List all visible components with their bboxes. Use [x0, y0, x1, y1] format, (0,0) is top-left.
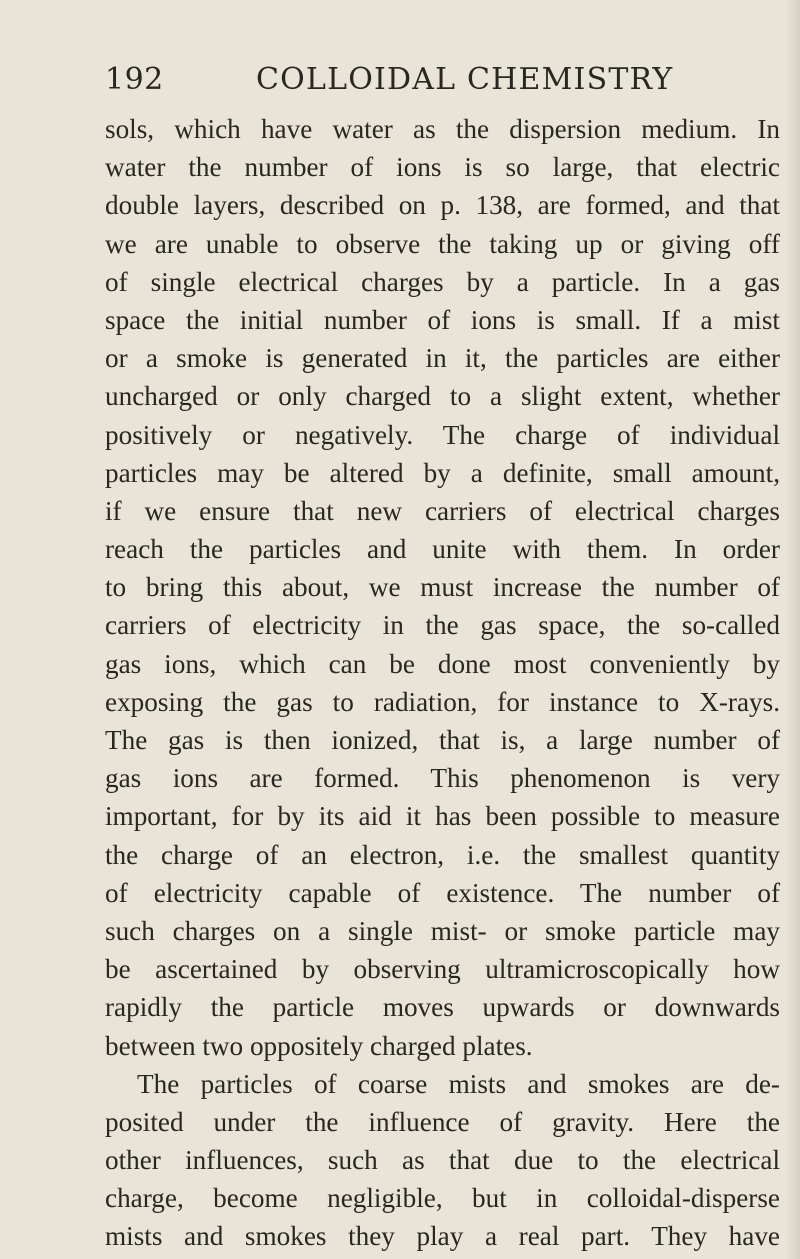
body-text — [105, 110, 780, 1256]
text-line: posited under the influence of gravity. Here the — [105, 1106, 780, 1137]
text-line: other influences, such as that due to the electrical — [105, 1145, 780, 1176]
text-line: the charge of an electron, i.e. the smallest quantity — [105, 839, 780, 870]
text-line: reach the particles and unite with them. In order — [105, 534, 780, 565]
text-line: positively or negatively. The charge of individual — [105, 419, 780, 450]
text-line: double layers, described on p. 138, are formed, and that — [105, 190, 780, 221]
text-line: water the number of ions is so large, that electric — [105, 152, 780, 183]
text-line: important, for by its aid it has been possible to measure — [105, 801, 780, 832]
text-line: space the initial number of ions is small. If a mist — [105, 304, 780, 335]
text-line: of single electrical charges by a particle. In a gas — [105, 266, 780, 297]
text-line: exposing the gas to radiation, for instance to X-rays. — [105, 686, 780, 717]
text-line: The gas is then ionized, that is, a large number of — [105, 725, 780, 755]
text-line: be ascertained by observing ultramicroscopically how — [105, 954, 780, 985]
text-line: gas ions are formed. This phenomenon is very — [105, 763, 780, 794]
text-line: gas ions, which can be done most conveniently by — [105, 648, 780, 679]
text-line: or a smoke is generated in it, the particles are either — [105, 343, 780, 374]
text-line: mists and smokes they play a real part. They have — [105, 1221, 780, 1252]
text-line: uncharged or only charged to a slight extent, whether — [105, 381, 780, 412]
page-edge-shadow — [786, 0, 800, 1259]
page-number: 192 — [105, 62, 164, 97]
paragraph-start-line: The particles of coarse mists and smokes are de- — [137, 1068, 780, 1099]
text-line: of electricity capable of existence. The number of — [105, 877, 780, 908]
text-line: to bring this about, we must increase the number of — [105, 572, 780, 603]
text-line: sols, which have water as the dispersion medium. In — [105, 114, 780, 144]
running-title: COLLOIDAL CHEMISTRY — [256, 62, 674, 97]
text-line: carriers of electricity in the gas space, the so-called — [105, 610, 780, 641]
text-line: such charges on a single mist- or smoke particle may — [105, 915, 780, 946]
text-line: if we ensure that new carriers of electrical charges — [105, 495, 780, 526]
text-line: charge, become negligible, but in colloidal-disperse — [105, 1183, 780, 1214]
text-line: particles may be altered by a definite, small amount, — [105, 457, 780, 488]
text-line: rapidly the particle moves upwards or downwards — [105, 992, 780, 1023]
running-head — [105, 58, 715, 98]
paragraph-end-line: between two oppositely charged plates. — [105, 1030, 533, 1061]
text-line: we are unable to observe the taking up or giving off — [105, 228, 780, 259]
